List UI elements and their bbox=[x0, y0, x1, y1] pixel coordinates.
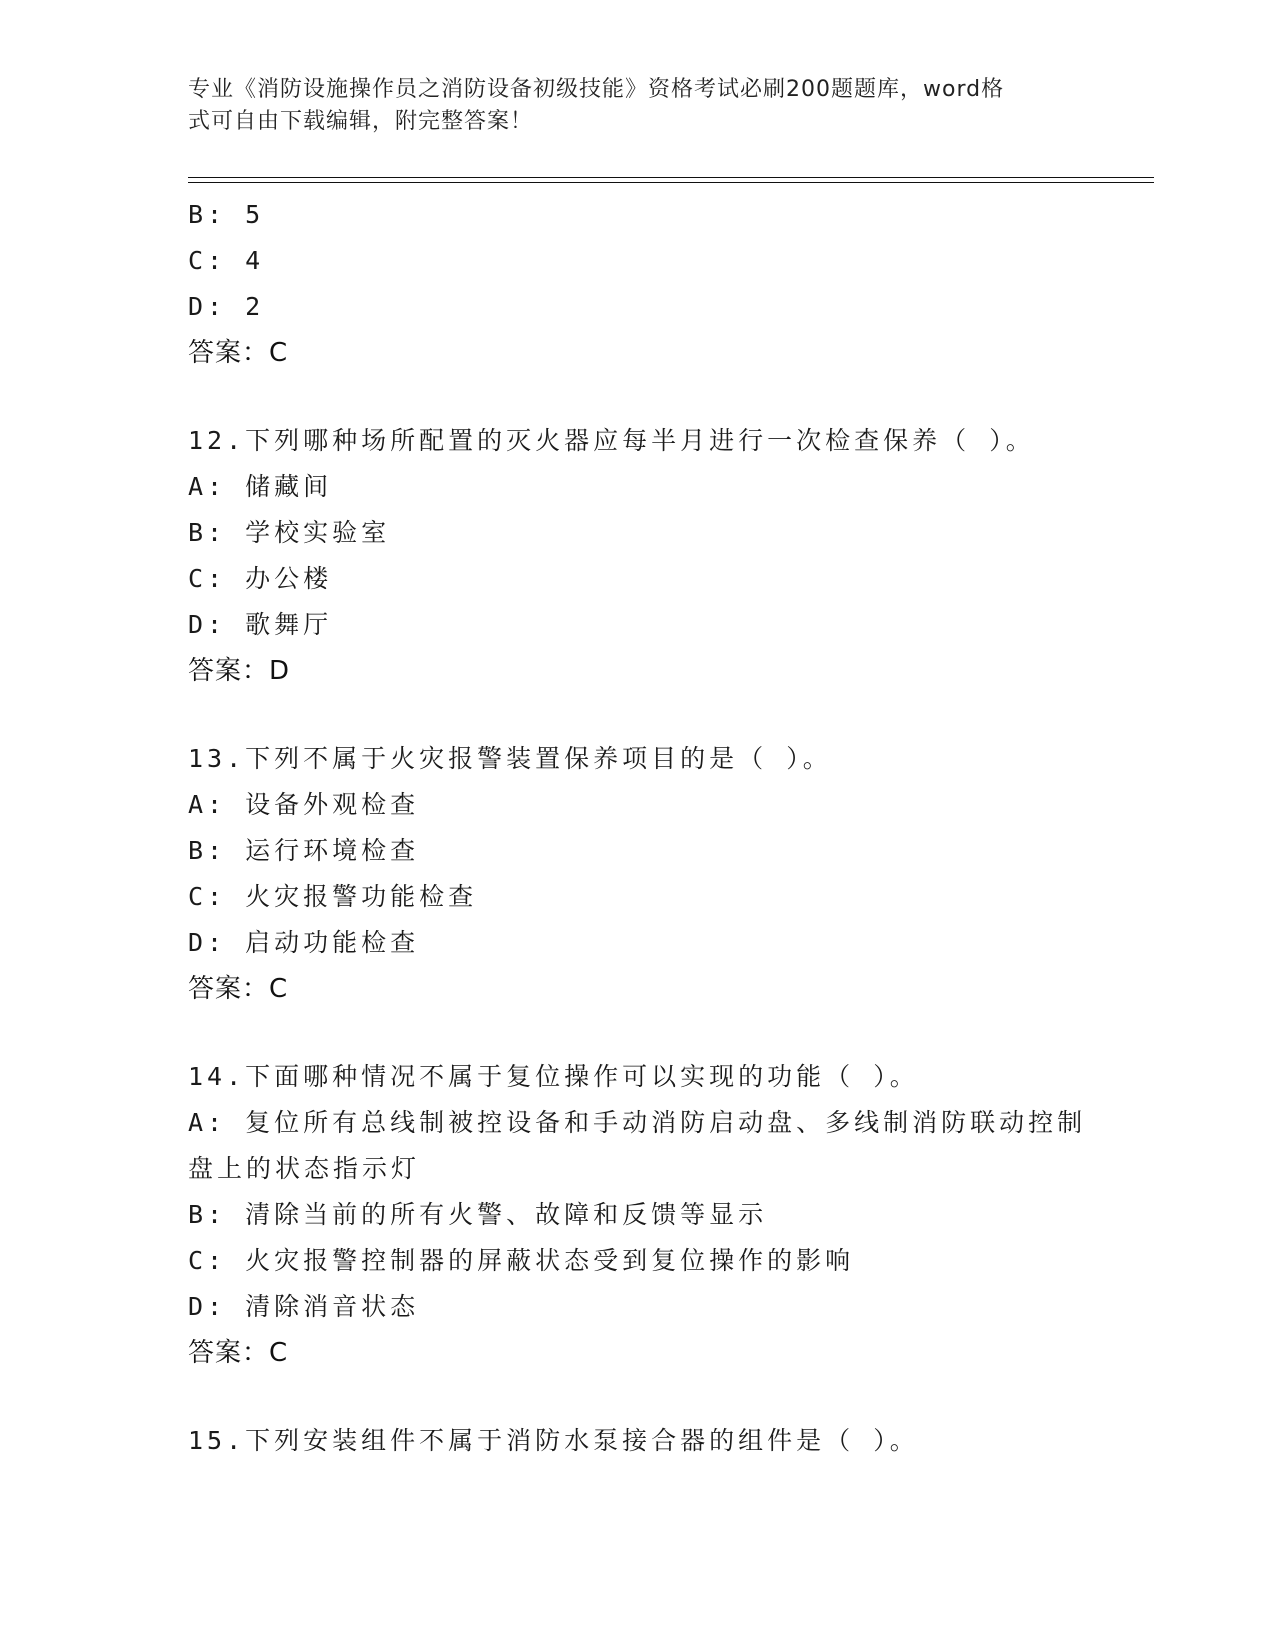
question-stem: 13.下列不属于火灾报警装置保养项目的是（ ）。 bbox=[188, 744, 832, 773]
question-11-tail bbox=[188, 192, 1088, 376]
question-stem: 14.下面哪种情况不属于复位操作可以实现的功能（ ）。 bbox=[188, 1062, 919, 1091]
answer: 答案：D bbox=[188, 656, 291, 686]
option-b: B: 5 bbox=[188, 200, 265, 229]
document-header bbox=[188, 74, 1068, 138]
option-c: C: 火灾报警功能检查 bbox=[188, 882, 478, 911]
option-d: D: 启动功能检查 bbox=[188, 928, 420, 957]
answer: 答案：C bbox=[188, 338, 289, 368]
header-line-2: 式可自由下载编辑，附完整答案！ bbox=[188, 109, 534, 134]
header-line-1: 专业《消防设施操作员之消防设备初级技能》资格考试必刷200题题库，word格 bbox=[188, 77, 1005, 102]
question-stem: 15.下列安装组件不属于消防水泵接合器的组件是（ ）。 bbox=[188, 1426, 919, 1455]
option-a: A: 设备外观检查 bbox=[188, 790, 420, 819]
question-13 bbox=[188, 736, 1088, 1012]
option-a: A: 储藏间 bbox=[188, 472, 333, 501]
option-a: A: 复位所有总线制被控设备和手动消防启动盘、多线制消防联动控制盘上的状态指示灯 bbox=[188, 1108, 1087, 1183]
question-stem: 12.下列哪种场所配置的灭火器应每半月进行一次检查保养（ ）。 bbox=[188, 426, 1035, 455]
header-rule-bottom bbox=[188, 182, 1154, 183]
option-d: D: 歌舞厅 bbox=[188, 610, 333, 639]
option-c: C: 4 bbox=[188, 246, 265, 275]
option-b: B: 学校实验室 bbox=[188, 518, 391, 547]
option-c: C: 火灾报警控制器的屏蔽状态受到复位操作的影响 bbox=[188, 1246, 855, 1275]
option-d: D: 2 bbox=[188, 292, 265, 321]
question-15 bbox=[188, 1418, 1088, 1464]
header-rule-top bbox=[188, 177, 1154, 178]
question-list bbox=[188, 192, 1088, 1464]
option-c: C: 办公楼 bbox=[188, 564, 333, 593]
option-d: D: 清除消音状态 bbox=[188, 1292, 420, 1321]
option-b: B: 运行环境检查 bbox=[188, 836, 420, 865]
question-12 bbox=[188, 418, 1088, 694]
option-b: B: 清除当前的所有火警、故障和反馈等显示 bbox=[188, 1200, 768, 1229]
answer: 答案：C bbox=[188, 1338, 289, 1368]
answer: 答案：C bbox=[188, 974, 289, 1004]
question-14 bbox=[188, 1054, 1088, 1376]
